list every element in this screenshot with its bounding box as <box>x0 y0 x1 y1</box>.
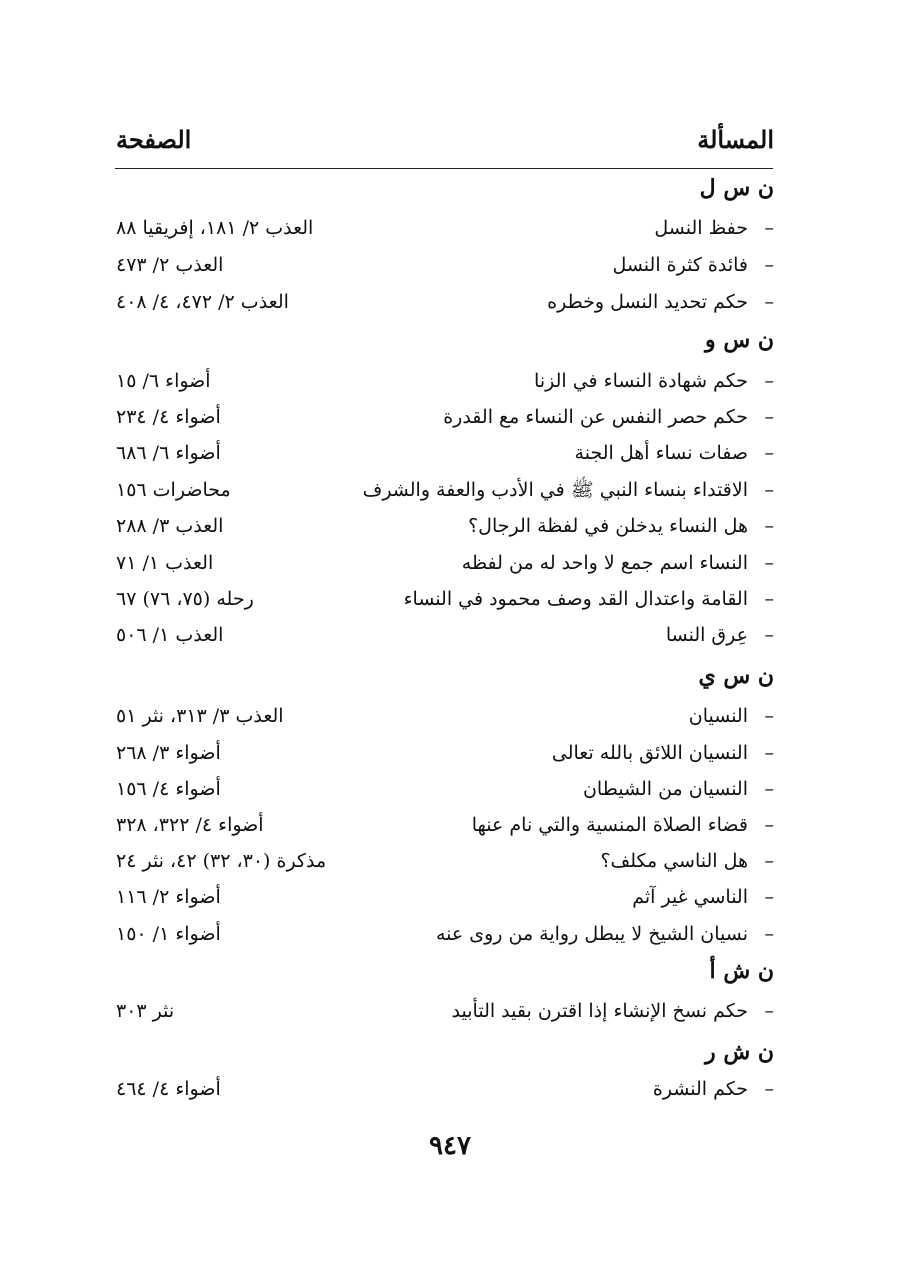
entry-dash: – <box>764 1000 774 1022</box>
entry-dash: – <box>764 778 774 800</box>
root-heading: ن س ي <box>698 663 774 689</box>
entry-reference: أضواء ٤/ ٤٦٤ <box>116 1078 221 1100</box>
index-entry <box>116 771 774 807</box>
index-entry <box>116 472 774 508</box>
entry-reference: أضواء ٤/ ٢٣٤ <box>116 406 221 428</box>
entry-reference: العذب ٣/ ٢٨٨ <box>116 515 224 537</box>
entry-dash: – <box>764 217 774 239</box>
index-entry <box>116 399 774 435</box>
entry-title: فائدة كثرة النسل <box>612 254 748 276</box>
root-heading: ن ش أ <box>709 958 774 984</box>
entry-title: هل الناسي مكلف؟ <box>600 850 748 872</box>
index-entry <box>116 1071 774 1107</box>
entry-title: قضاء الصلاة المنسية والتي نام عنها <box>471 814 748 836</box>
root-heading: ن س ل <box>699 175 774 201</box>
entry-dash: – <box>764 886 774 908</box>
root-heading: ن ش ر <box>705 1039 774 1065</box>
entry-title: الاقتداء بنساء النبي ﷺ في الأدب والعفة والشرف <box>362 479 748 501</box>
entry-title: النسيان <box>688 705 748 727</box>
index-entry <box>116 617 774 653</box>
entry-title: حكم شهادة النساء في الزنا <box>534 370 748 392</box>
entry-reference: محاضرات ١٥٦ <box>116 479 231 501</box>
entry-reference: العذب ١/ ٧١ <box>116 552 214 574</box>
page-number: ٩٤٧ <box>429 1131 471 1161</box>
index-entry <box>116 247 774 283</box>
entry-reference: أضواء ١/ ١٥٠ <box>116 923 221 945</box>
entry-title: القامة واعتدال القد وصف محمود في النساء <box>403 588 748 610</box>
header-divider <box>115 168 773 169</box>
index-entry <box>116 843 774 879</box>
index-entry <box>116 363 774 399</box>
index-entry <box>116 698 774 734</box>
entry-reference: العذب ٢/ ٤٧٣ <box>116 254 224 276</box>
entry-dash: – <box>764 850 774 872</box>
entry-title: حفظ النسل <box>654 217 748 239</box>
entry-title: النساء اسم جمع لا واحد له من لفظه <box>461 552 748 574</box>
entry-reference: العذب ٢/ ١٨١، إفريقيا ٨٨ <box>116 217 314 239</box>
entry-reference: أضواء ٤/ ١٥٦ <box>116 778 221 800</box>
index-entry <box>116 993 774 1029</box>
index-entry <box>116 916 774 952</box>
index-entry <box>116 508 774 544</box>
entry-dash: – <box>764 705 774 727</box>
entry-dash: – <box>764 515 774 537</box>
entry-dash: – <box>764 291 774 313</box>
index-entry <box>116 735 774 771</box>
entry-title: حكم نسخ الإنشاء إذا اقترن بقيد التأبيد <box>451 1000 748 1022</box>
index-entry <box>116 807 774 843</box>
entry-title: عِرق النسا <box>665 624 748 646</box>
entry-reference: نثر ٣٠٣ <box>116 1000 175 1022</box>
entry-title: صفات نساء أهل الجنة <box>574 442 748 464</box>
entry-reference: العذب ١/ ٥٠٦ <box>116 624 224 646</box>
entry-dash: – <box>764 923 774 945</box>
entry-title: نسيان الشيخ لا يبطل رواية من روى عنه <box>435 923 748 945</box>
entry-reference: أضواء ٤/ ٣٢٢، ٣٢٨ <box>116 814 264 836</box>
index-entry <box>116 210 774 246</box>
entry-reference: رحله (٧٥، ٧٦) ٦٧ <box>116 588 254 610</box>
entry-title: النسيان اللائق بالله تعالى <box>551 742 748 764</box>
index-entry <box>116 284 774 320</box>
entry-dash: – <box>764 588 774 610</box>
entry-reference: أضواء ٣/ ٢٦٨ <box>116 742 221 764</box>
entry-dash: – <box>764 1078 774 1100</box>
entry-dash: – <box>764 370 774 392</box>
entry-reference: العذب ٣/ ٣١٣، نثر ٥١ <box>116 705 284 727</box>
entry-dash: – <box>764 552 774 574</box>
entry-title: هل النساء يدخلن في لفظة الرجال؟ <box>468 515 748 537</box>
entry-title: حكم النشرة <box>652 1078 748 1100</box>
entry-reference: العذب ٢/ ٤٧٢، ٤/ ٤٠٨ <box>116 291 289 313</box>
entry-dash: – <box>764 442 774 464</box>
entry-reference: أضواء ٦/ ٦٨٦ <box>116 442 221 464</box>
entry-title: حكم حصر النفس عن النساء مع القدرة <box>443 406 748 428</box>
entry-dash: – <box>764 479 774 501</box>
root-heading: ن س و <box>705 327 774 353</box>
entry-reference: أضواء ٦/ ١٥ <box>116 370 211 392</box>
index-entry <box>116 545 774 581</box>
entry-reference: أضواء ٢/ ١١٦ <box>116 886 221 908</box>
entry-dash: – <box>764 406 774 428</box>
entry-dash: – <box>764 742 774 764</box>
column-header-issue: المسألة <box>697 125 774 154</box>
entry-title: الناسي غير آثم <box>632 886 748 908</box>
entry-title: النسيان من الشيطان <box>582 778 748 800</box>
entry-title: حكم تحديد النسل وخطره <box>547 291 748 313</box>
column-header-page: الصفحة <box>116 125 192 154</box>
entry-dash: – <box>764 624 774 646</box>
entry-dash: – <box>764 254 774 276</box>
entry-reference: مذكرة (٣٠، ٣٢) ٤٢، نثر ٢٤ <box>116 850 327 872</box>
index-entry <box>116 879 774 915</box>
entry-dash: – <box>764 814 774 836</box>
index-entry <box>116 581 774 617</box>
index-entry <box>116 435 774 471</box>
